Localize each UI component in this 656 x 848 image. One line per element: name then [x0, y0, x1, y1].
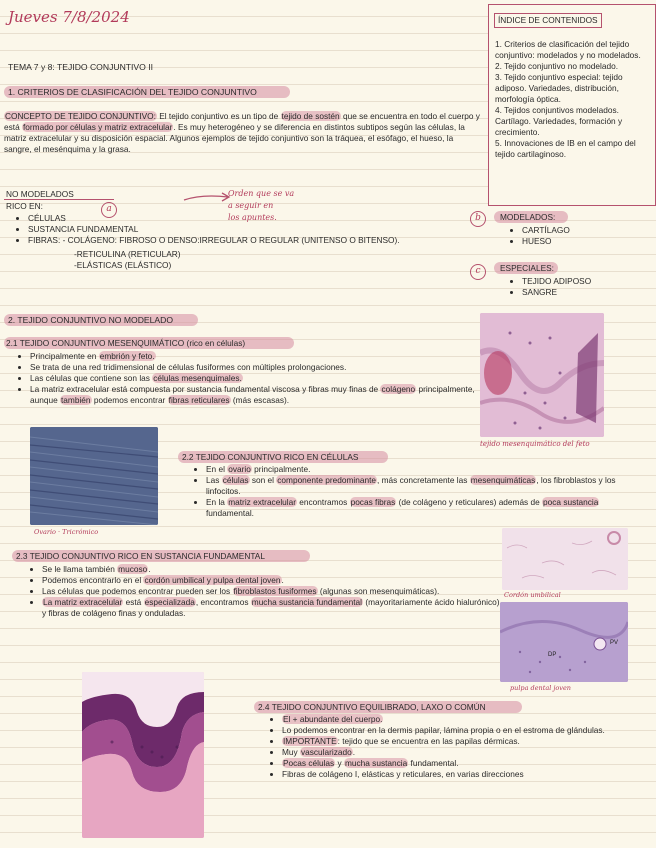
umbilical-cord-caption: Cordón umbilical	[504, 591, 561, 599]
modelados-title: MODELADOS:	[500, 212, 556, 222]
s21-heading: 2.1 TEJIDO CONJUNTIVO MESENQUIMÁTICO (rico en células)	[6, 338, 246, 348]
index-list	[495, 39, 650, 160]
fibras-extra-2: -ELÁSTICAS (ELÁSTICO)	[74, 260, 172, 270]
list-item: • Las células son el componente predominante, más concretamente las mesenquimáticas, los fibroblastos y los linfocitos.	[206, 475, 616, 497]
index-item: 1. Criterios de clasificación del tejido conjuntivo: modelados y no modelados.	[495, 39, 641, 60]
hand-note	[228, 188, 294, 224]
list-item: • IMPORTANTE: tejido que se encuentra en las papilas dérmicas.	[282, 736, 656, 747]
index-box	[488, 4, 656, 206]
list-item: • Se trata de una red tridimensional de células fusiformes con múltiples prolongaciones.	[30, 362, 486, 373]
fibras-extra-1: -RETICULINA (RETICULAR)	[74, 249, 181, 259]
list-item: • El + abundante del cuerpo.	[282, 714, 656, 725]
list-item: • SANGRE	[522, 287, 591, 298]
mesenchymal-tissue-image	[480, 313, 604, 437]
hand-note-line: a seguir en	[228, 201, 274, 210]
list-item: • HUESO	[522, 236, 570, 247]
circle-mark-a: a	[101, 202, 117, 218]
list-item: • Se le llama también mucoso.	[42, 564, 504, 575]
arrow-icon	[182, 190, 232, 204]
pv-label: PV	[610, 640, 619, 646]
list-item: • Pocas células y mucha sustancia fundamental.	[282, 758, 656, 769]
list-item: • Lo podemos encontrar en la dermis papilar, lámina propia o en el estroma de glándulas.	[282, 725, 656, 736]
s23-heading: 2.3 TEJIDO CONJUNTIVO RICO EN SUSTANCIA FUNDAMENTAL	[16, 551, 265, 561]
list-item: • La matriz extracelular está compuesta por sustancia fundamental viscosa y fibras muy finas de colágeno principalmente, aunque también podemos encontrar fibras reticulares (más escasas).	[30, 384, 486, 406]
list-item: • Las células que podemos encontrar pueden ser los fibroblastos fusiformes (algunas son mesenquimáticas).	[42, 586, 504, 597]
concept-paragraph	[4, 111, 482, 155]
rico-en-label: RICO EN:	[6, 201, 43, 211]
s22-heading: 2.2 TEJIDO CONJUNTIVO RICO EN CÉLULAS	[182, 452, 359, 462]
dp-label: DP	[548, 652, 557, 658]
list-item: • TEJIDO ADIPOSO	[522, 276, 591, 287]
no-modelados-title: NO MODELADOS	[6, 189, 74, 199]
index-item: 4. Tejidos conjuntivos modelados. Cartílago. Variedades, formación y crecimiento.	[495, 105, 623, 137]
s22-list	[196, 464, 616, 519]
ovary-caption: Ovario · Tricrómico	[34, 528, 99, 536]
index-title: ÍNDICE DE CONTENIDOS	[494, 13, 602, 28]
especiales-title: ESPECIALES:	[500, 263, 554, 273]
list-item: • CARTÍLAGO	[522, 225, 570, 236]
list-item: • Principalmente en embrión y feto.	[30, 351, 486, 362]
list-item: • SUSTANCIA FUNDAMENTAL	[28, 224, 488, 235]
s23-list	[32, 564, 504, 619]
concept-text: que se encuentra en todo el cuerpo y está	[4, 111, 480, 132]
list-item: • La matriz extracelular está especializada, encontramos mucha sustancia fundamental (mayoritariamente ácido hialurónico) y fibras de colágeno finas y onduladas.	[42, 597, 504, 619]
circle-mark-c: c	[470, 264, 486, 280]
circle-mark-b: b	[470, 211, 486, 227]
list-item: • Las células que contiene son las células mesenquimales.	[30, 373, 486, 384]
list-item: • Podemos encontrarlo en el cordón umbilical y pulpa dental joven.	[42, 575, 504, 586]
concept-highlight: formado por células y matriz extracelular	[23, 122, 173, 132]
modelados-list	[512, 225, 570, 247]
concept-text: . Es muy heterogéneo y se diferencia en distintos subtipos según las células, la matriz extracelular y su disposición espacial. Algunos ejemplos de tejido conjuntivo son la tráquea, el esófago, el hueso, la sangre, el mesénquima y la grasa.	[4, 122, 465, 154]
index-item: 3. Tejido conjuntivo especial: tejido adiposo. Variedades, distribución, morfología óptica.	[495, 72, 623, 104]
list-item: • Muy vascularizado.	[282, 747, 656, 758]
hand-note-line: los apuntes.	[228, 213, 277, 222]
ovary-tissue-image	[30, 427, 158, 525]
list-item: • Fibras de colágeno I, elásticas y reticulares, en varias direcciones	[282, 769, 656, 780]
concept-text: El tejido conjuntivo es un tipo de	[156, 111, 281, 121]
list-item: • FIBRAS: - COLÁGENO: FIBROSO O DENSO:IRREGULAR O REGULAR (UNITENSO O BITENSO).	[28, 235, 488, 246]
list-item: • CÉLULAS	[28, 213, 488, 224]
dental-pulp-image	[500, 602, 628, 682]
index-item: 5. Innovaciones de IB en el campo del tejido cartilaginoso.	[495, 138, 636, 159]
s21-list	[20, 351, 486, 406]
s24-list	[272, 714, 656, 780]
section1-heading: 1. CRITERIOS DE CLASIFICACIÓN DEL TEJIDO CONJUNTIVO	[8, 87, 257, 97]
hand-note-line: Orden que se va	[228, 189, 295, 198]
umbilical-cord-image	[502, 528, 628, 590]
index-item: 2. Tejido conjuntivo no modelado.	[495, 61, 619, 71]
concept-highlight: tejido de sostén	[281, 111, 340, 121]
topic-title: TEMA 7 y 8: TEJIDO CONJUNTIVO II	[8, 62, 154, 72]
dental-pulp-caption: pulpa dental joven	[510, 684, 571, 692]
section2-heading: 2. TEJIDO CONJUNTIVO NO MODELADO	[8, 315, 174, 325]
list-item: • En el ovario principalmente.	[206, 464, 616, 475]
date-note: Jueves 7/8/2024	[8, 8, 130, 26]
list-item: • En la matriz extracelular encontramos pocas fibras (de colágeno y reticulares) además de poca sustancia fundamental.	[206, 497, 616, 519]
s24-heading: 2.4 TEJIDO CONJUNTIVO EQUILIBRADO, LAXO O COMÚN	[258, 702, 486, 712]
skin-papillae-image	[82, 672, 204, 838]
especiales-list	[512, 276, 591, 298]
mesenchymal-caption: tejido mesenquimático del feto	[480, 440, 590, 448]
concept-label: CONCEPTO DE TEJIDO CONJUNTIVO:	[5, 111, 156, 121]
